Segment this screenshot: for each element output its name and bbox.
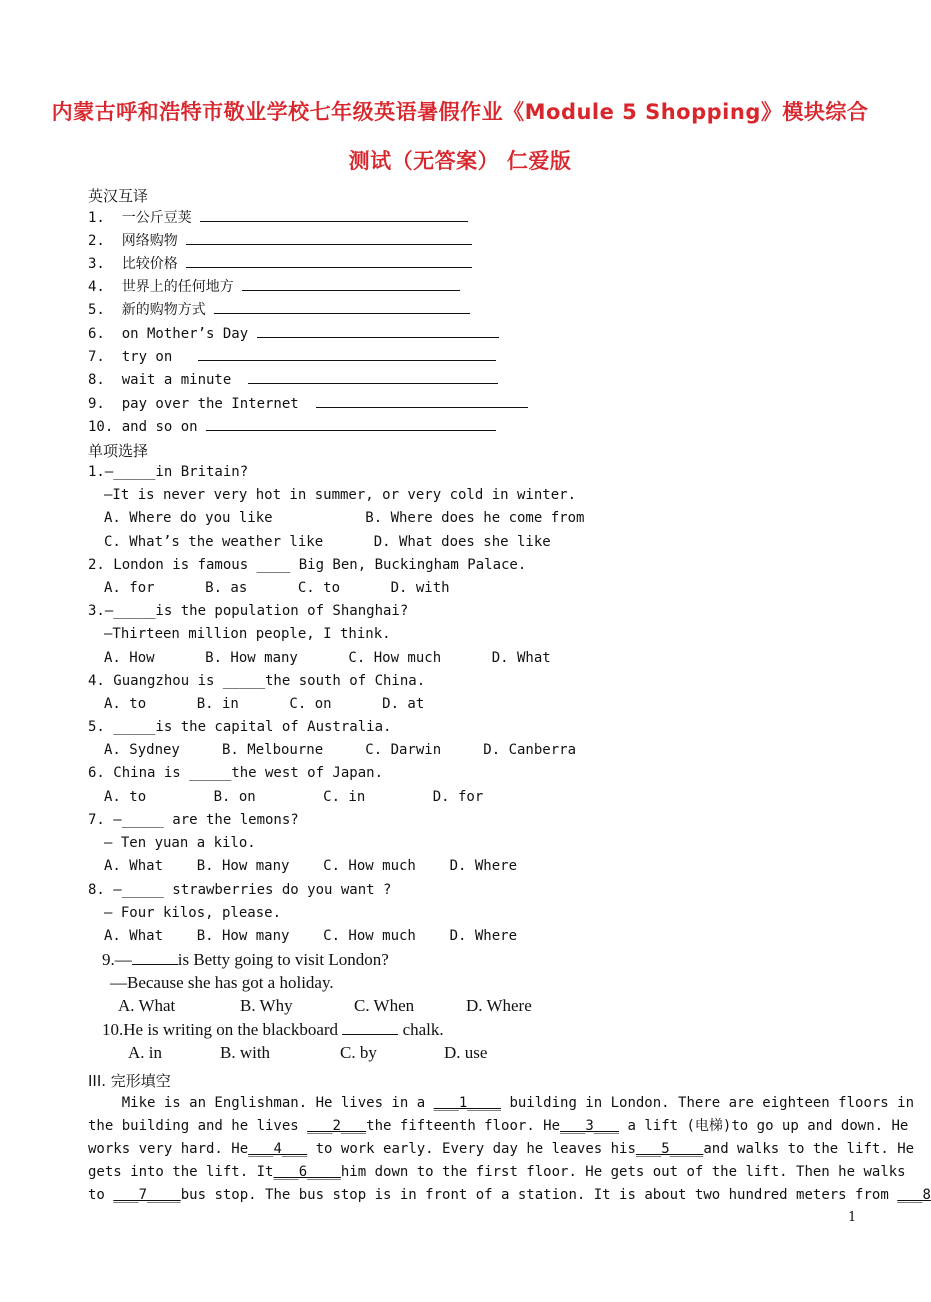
- question-4-options[interactable]: A. to B. in C. on D. at: [104, 696, 425, 712]
- question-10-stem: [102, 1019, 444, 1040]
- item-number: 6.: [88, 326, 105, 342]
- document-title-line-2: 测试（无答案） 仁爱版: [348, 149, 572, 173]
- document-title-line-1: 内蒙古呼和浩特市敬业学校七年级英语暑假作业《Module 5 Shopping》模块综合: [51, 100, 869, 124]
- item-number: 1.: [88, 210, 105, 226]
- question-2-stem: 2. London is famous ____ Big Ben, Buckingham Palace.: [88, 557, 527, 573]
- cloze-blank[interactable]: ___7____: [113, 1187, 181, 1203]
- question-8-reply: — Four kilos, please.: [104, 905, 282, 921]
- item-number: 8.: [88, 372, 105, 388]
- question-9-text: is Betty going to visit London?: [177, 950, 389, 969]
- option-b[interactable]: B. Why: [240, 996, 293, 1015]
- answer-blank[interactable]: [214, 299, 470, 314]
- answer-blank[interactable]: [257, 323, 499, 338]
- question-7-reply: — Ten yuan a kilo.: [104, 835, 256, 851]
- question-9-stem: [102, 949, 389, 970]
- item-number: 3.: [88, 256, 105, 272]
- cloze-text: to: [88, 1187, 114, 1203]
- option-c[interactable]: C. by: [340, 1043, 377, 1062]
- item-text: wait a minute: [121, 372, 232, 388]
- cloze-line: [88, 1093, 914, 1113]
- item-text: 新的购物方式: [121, 302, 206, 318]
- question-3-options[interactable]: A. How B. How many C. How much D. What: [104, 650, 551, 666]
- cloze-text: him down to the first floor. He gets out of the lift. Then he walks: [340, 1164, 906, 1180]
- question-8-options[interactable]: A. What B. How many C. How much D. Where: [104, 928, 518, 944]
- section-heading-cloze: III. 完形填空: [88, 1072, 171, 1090]
- item-number: 5.: [88, 302, 105, 318]
- translation-item: [88, 369, 498, 390]
- item-number: 9.: [88, 396, 105, 412]
- cloze-blank[interactable]: ___3___: [560, 1118, 620, 1134]
- translation-item: [88, 299, 470, 320]
- item-text: and so on: [121, 419, 198, 435]
- item-text: try on: [121, 349, 173, 365]
- question-8-stem: 8. —_____ strawberries do you want ?: [88, 882, 392, 898]
- cloze-text: the building and he lives: [88, 1118, 308, 1134]
- item-number: 10.: [88, 419, 114, 435]
- option-a[interactable]: A. in: [128, 1043, 162, 1062]
- cloze-text: gets into the lift. It: [88, 1164, 274, 1180]
- cloze-blank[interactable]: ___4___: [248, 1141, 308, 1157]
- option-d[interactable]: D. use: [444, 1043, 488, 1062]
- translation-item: [88, 323, 499, 344]
- question-7-stem: 7. —_____ are the lemons?: [88, 812, 299, 828]
- answer-blank[interactable]: [186, 230, 472, 245]
- option-c[interactable]: C. When: [354, 996, 415, 1015]
- cloze-line: [88, 1116, 908, 1136]
- answer-blank[interactable]: [242, 276, 460, 291]
- answer-blank[interactable]: [342, 1019, 398, 1035]
- answer-blank[interactable]: [186, 253, 472, 268]
- item-text: 比较价格: [121, 256, 178, 272]
- question-5-options[interactable]: A. Sydney B. Melbourne C. Darwin D. Canberra: [104, 742, 577, 758]
- translation-item: [88, 207, 468, 228]
- question-5-stem: 5. _____is the capital of Australia.: [88, 719, 392, 735]
- question-10-options: [128, 1043, 528, 1065]
- option-a[interactable]: A. What: [118, 996, 176, 1015]
- translation-item: [88, 346, 496, 367]
- cloze-line: [88, 1185, 931, 1205]
- cloze-blank[interactable]: ___2___: [307, 1118, 367, 1134]
- question-6-options[interactable]: A. to B. on C. in D. for: [104, 789, 484, 805]
- question-10-prefix: 10.He is writing on the blackboard: [102, 1020, 343, 1039]
- answer-blank[interactable]: [200, 207, 468, 222]
- cloze-text: Mike is an Englishman. He lives in a: [88, 1095, 434, 1111]
- answer-blank[interactable]: [198, 346, 496, 361]
- question-9-reply: —Because she has got a holiday.: [110, 973, 334, 992]
- question-9-prefix: 9.—: [102, 950, 132, 969]
- question-4-stem: 4. Guangzhou is _____the south of China.: [88, 673, 426, 689]
- question-1-options-ab[interactable]: A. Where do you like B. Where does he come from: [104, 510, 585, 526]
- answer-blank[interactable]: [132, 949, 178, 965]
- item-number: 2.: [88, 233, 105, 249]
- answer-blank[interactable]: [248, 369, 498, 384]
- question-3-stem: 3.—_____is the population of Shanghai?: [88, 603, 409, 619]
- cloze-text: to work early. Every day he leaves his: [307, 1141, 636, 1157]
- cloze-text: bus stop. The bus stop is in front of a station. It is about two hundred meters from: [180, 1187, 898, 1203]
- answer-blank[interactable]: [206, 416, 496, 431]
- translation-item: [88, 393, 528, 414]
- question-6-stem: 6. China is _____the west of Japan.: [88, 765, 384, 781]
- item-text: 一公斤豆荚: [121, 210, 192, 226]
- cloze-text: and walks to the lift. He: [703, 1141, 915, 1157]
- item-text: 网络购物: [121, 233, 178, 249]
- question-1-reply: —It is never very hot in summer, or very cold in winter.: [104, 487, 577, 503]
- option-d[interactable]: D. Where: [466, 996, 532, 1015]
- answer-blank[interactable]: [316, 393, 528, 408]
- page-number: 1: [848, 1210, 857, 1225]
- cloze-blank[interactable]: ___6____: [273, 1164, 341, 1180]
- translation-item: [88, 230, 472, 251]
- question-10-text: chalk.: [398, 1020, 444, 1039]
- question-3-reply: —Thirteen million people, I think.: [104, 626, 391, 642]
- item-text: 世界上的任何地方: [121, 279, 234, 295]
- item-text: pay over the Internet: [121, 396, 299, 412]
- cloze-blank[interactable]: ___5____: [635, 1141, 704, 1157]
- translation-item: [88, 253, 472, 274]
- cloze-line: [88, 1162, 906, 1182]
- cloze-blank[interactable]: ___8: [897, 1187, 931, 1203]
- item-text: on Mother’s Day: [121, 326, 249, 342]
- item-number: 4.: [88, 279, 105, 295]
- cloze-text: building in London. There are eighteen floors in: [501, 1095, 915, 1111]
- section-heading-translation: 英汉互译: [88, 187, 149, 205]
- cloze-text: a lift (电梯)to go up and down. He: [619, 1118, 909, 1134]
- translation-item: [88, 416, 496, 437]
- item-number: 7.: [88, 349, 105, 365]
- question-9-options: [118, 996, 578, 1018]
- question-1-stem: 1.—_____in Britain?: [88, 464, 249, 480]
- translation-item: [88, 276, 460, 297]
- section-heading-multiple-choice: 单项选择: [88, 442, 149, 460]
- cloze-line: [88, 1139, 914, 1159]
- question-1-options-cd[interactable]: C. What’s the weather like D. What does she like: [104, 534, 551, 550]
- option-b[interactable]: B. with: [220, 1043, 271, 1062]
- cloze-text: the fifteenth floor. He: [366, 1118, 561, 1134]
- question-7-options[interactable]: A. What B. How many C. How much D. Where: [104, 858, 518, 874]
- cloze-text: works very hard. He: [88, 1141, 249, 1157]
- cloze-blank[interactable]: ___1____: [433, 1095, 502, 1111]
- question-2-options[interactable]: A. for B. as C. to D. with: [104, 580, 450, 596]
